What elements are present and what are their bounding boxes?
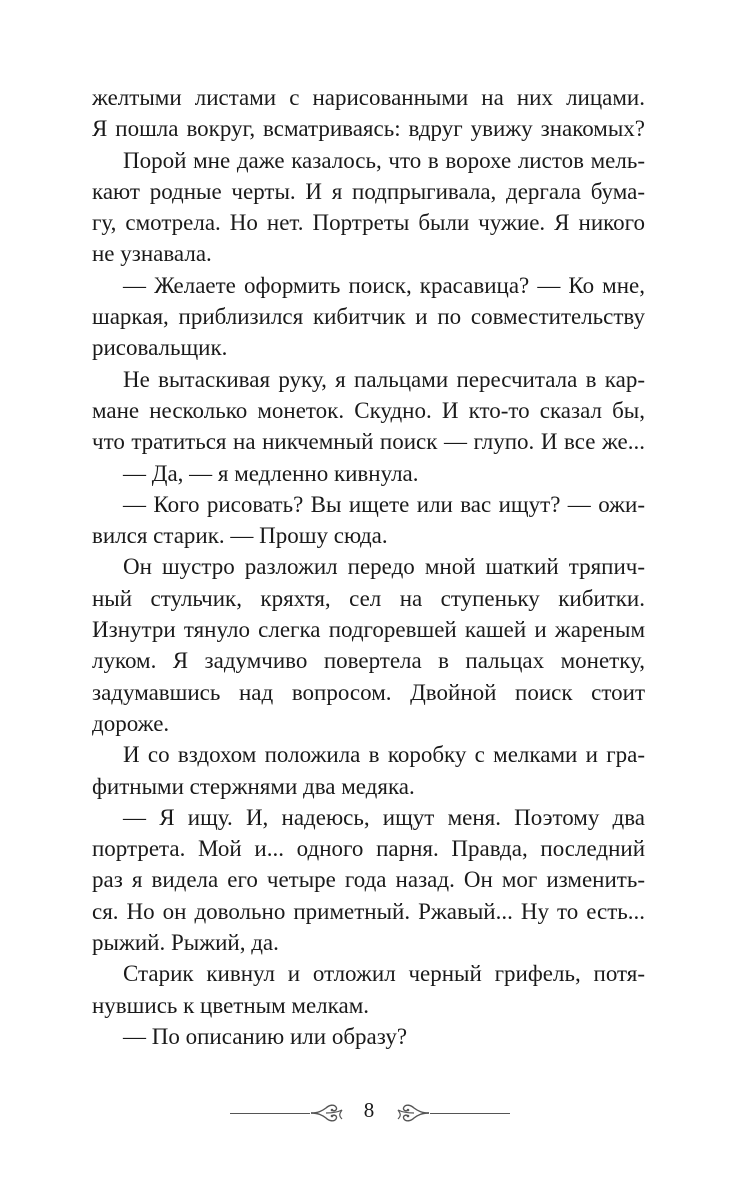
- text-line: дороже.: [92, 710, 170, 736]
- text-line: задумавшись над вопросом. Двойной поиск стоит: [92, 679, 645, 705]
- swirl-ornament-icon: [396, 1100, 430, 1126]
- text-line: Я пошла вокруг, всматриваясь: вдруг увижу знакомых?: [92, 116, 645, 142]
- text-line: желтыми листами с нарисованными на них лицами.: [92, 85, 645, 110]
- footer-rule-right: [430, 1113, 510, 1114]
- text-line: шаркая, приблизился кибитчик и по совместительству: [92, 304, 645, 330]
- text-line: нувшись к цветным мелкам.: [92, 992, 369, 1018]
- text-line: — Да, — я медленно кивнула.: [123, 460, 419, 486]
- text-line: портрета. Мой и... одного парня. Правда, последний: [92, 836, 645, 862]
- text-line: Порой мне даже казалось, что в ворохе листов мель-: [123, 147, 645, 173]
- text-line: Старик кивнул и отложил черный грифель, потя-: [123, 961, 645, 987]
- text-line: ный стульчик, кряхтя, сел на ступеньку кибитки.: [92, 585, 645, 611]
- body-text: [92, 82, 645, 1052]
- text-line: раз я видела его четыре года назад. Он мог изменить-: [92, 867, 645, 893]
- text-line: рыжий. Рыжий, да.: [92, 930, 279, 956]
- page-number: 8: [363, 1098, 375, 1122]
- text-line: — По описанию или образу?: [123, 1023, 408, 1049]
- footer-rule-left: [230, 1113, 310, 1114]
- text-line: мане несколько монеток. Скудно. И кто-то сказал бы,: [92, 397, 645, 423]
- text-line: — Желаете оформить поиск, красавица? — Ко мне,: [123, 272, 645, 298]
- text-line: фитными стержнями два медяка.: [92, 773, 415, 799]
- text-line: не узнавала.: [92, 241, 212, 267]
- swirl-ornament-icon: [310, 1100, 344, 1126]
- page-footer: [0, 1094, 739, 1134]
- text-line: — Кого рисовать? Вы ищете или вас ищут? — ожи-: [123, 491, 645, 517]
- text-line: рисовальщик.: [92, 335, 228, 361]
- text-line: Изнутри тянуло слегка подгоревшей кашей и жареным: [92, 617, 645, 643]
- text-line: ся. Но он довольно приметный. Ржавый... Ну то есть...: [92, 898, 645, 924]
- text-line: — Я ищу. И, надеюсь, ищут меня. Поэтому два: [123, 804, 645, 830]
- text-line: Не вытаскивая руку, я пальцами пересчитала в кар-: [123, 366, 645, 392]
- text-line: луком. Я задумчиво повертела в пальцах монетку,: [92, 648, 645, 674]
- text-line: гу, смотрела. Но нет. Портреты были чужие. Я никого: [92, 210, 645, 236]
- text-line: кают родные черты. И я подпрыгивала, дергала бума-: [92, 178, 645, 204]
- text-line: И со вздохом положила в коробку с мелками и гра-: [123, 742, 645, 768]
- text-line: Он шустро разложил передо мной шаткий тряпич-: [123, 554, 645, 580]
- text-line: что тратиться на никчемный поиск — глупо. И все же...: [92, 429, 645, 455]
- text-line: вился старик. — Прошу сюда.: [92, 523, 388, 549]
